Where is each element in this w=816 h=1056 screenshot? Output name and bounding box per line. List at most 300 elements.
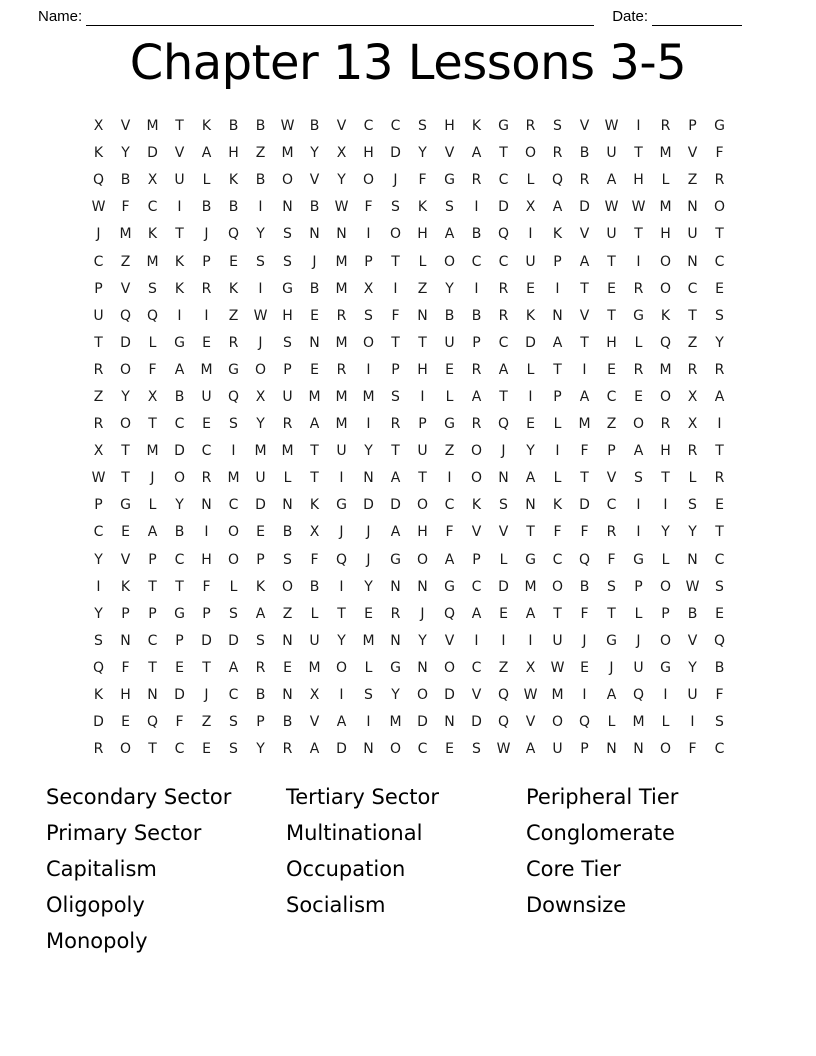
grid-cell[interactable]: T <box>391 253 400 270</box>
grid-cell[interactable]: M <box>281 145 294 162</box>
grid-cell[interactable]: I <box>339 687 344 704</box>
grid-cell[interactable]: Q <box>443 605 456 622</box>
grid-cell[interactable]: A <box>525 470 536 487</box>
grid-cell[interactable]: N <box>309 334 320 351</box>
grid-cell[interactable]: X <box>93 443 104 460</box>
grid-cell[interactable]: W <box>91 199 106 216</box>
grid-cell[interactable]: A <box>525 605 536 622</box>
grid-cell[interactable]: R <box>633 361 644 378</box>
grid-cell[interactable]: D <box>363 497 374 514</box>
grid-cell[interactable]: A <box>552 199 563 216</box>
grid-cell[interactable]: V <box>606 470 617 487</box>
grid-cell[interactable]: K <box>120 578 131 595</box>
grid-cell[interactable]: S <box>391 388 400 405</box>
grid-cell[interactable]: O <box>551 578 564 595</box>
grid-cell[interactable]: Q <box>578 714 591 731</box>
grid-cell[interactable]: M <box>335 253 348 270</box>
grid-cell[interactable]: Y <box>256 741 265 758</box>
grid-cell[interactable]: O <box>281 172 294 189</box>
word-list-item[interactable]: Downsize <box>526 893 627 917</box>
grid-cell[interactable]: W <box>91 470 106 487</box>
grid-cell[interactable]: N <box>687 253 698 270</box>
grid-cell[interactable]: L <box>364 659 373 676</box>
grid-cell[interactable]: S <box>283 253 292 270</box>
grid-cell[interactable]: J <box>258 334 263 351</box>
grid-cell[interactable]: C <box>93 524 104 541</box>
grid-cell[interactable]: T <box>715 226 724 243</box>
grid-cell[interactable]: E <box>445 361 454 378</box>
grid-cell[interactable]: J <box>339 524 344 541</box>
grid-cell[interactable]: Y <box>121 388 130 405</box>
grid-cell[interactable]: M <box>146 443 159 460</box>
grid-cell[interactable]: Z <box>687 334 698 351</box>
grid-cell[interactable]: C <box>147 199 158 216</box>
grid-cell[interactable]: L <box>607 714 616 731</box>
grid-cell[interactable]: R <box>606 524 617 541</box>
grid-cell[interactable]: Q <box>578 551 591 568</box>
grid-cell[interactable]: X <box>687 416 698 433</box>
grid-cell[interactable]: S <box>283 226 292 243</box>
grid-cell[interactable]: Y <box>418 632 427 649</box>
grid-cell[interactable]: O <box>659 388 672 405</box>
grid-cell[interactable]: D <box>147 145 158 162</box>
grid-cell[interactable]: Q <box>335 551 348 568</box>
grid-cell[interactable]: T <box>499 388 508 405</box>
grid-cell[interactable]: N <box>282 632 293 649</box>
grid-cell[interactable]: T <box>418 334 427 351</box>
grid-cell[interactable]: F <box>580 524 589 541</box>
grid-cell[interactable]: D <box>390 145 401 162</box>
grid-cell[interactable]: T <box>148 659 157 676</box>
grid-cell[interactable]: O <box>524 145 537 162</box>
grid-cell[interactable]: A <box>525 741 536 758</box>
grid-cell[interactable]: T <box>688 307 697 324</box>
grid-cell[interactable]: K <box>525 307 536 324</box>
grid-cell[interactable]: F <box>553 524 562 541</box>
grid-cell[interactable]: D <box>255 497 266 514</box>
grid-cell[interactable]: Y <box>94 551 103 568</box>
grid-cell[interactable]: K <box>660 307 671 324</box>
grid-cell[interactable]: H <box>660 443 671 460</box>
grid-cell[interactable]: N <box>390 578 401 595</box>
grid-cell[interactable]: L <box>661 551 670 568</box>
grid-cell[interactable]: L <box>526 361 535 378</box>
grid-cell[interactable]: C <box>390 118 401 135</box>
grid-cell[interactable]: P <box>688 118 697 135</box>
grid-cell[interactable]: O <box>659 253 672 270</box>
grid-cell[interactable]: D <box>498 578 509 595</box>
grid-cell[interactable]: H <box>228 145 239 162</box>
grid-cell[interactable]: D <box>579 497 590 514</box>
grid-cell[interactable]: T <box>715 443 724 460</box>
grid-cell[interactable]: K <box>228 280 239 297</box>
grid-cell[interactable]: U <box>687 226 698 243</box>
grid-cell[interactable]: Z <box>687 172 698 189</box>
grid-cell[interactable]: P <box>148 605 157 622</box>
grid-cell[interactable]: H <box>444 118 455 135</box>
grid-cell[interactable]: Q <box>146 714 159 731</box>
grid-cell[interactable]: I <box>258 199 263 216</box>
grid-cell[interactable]: N <box>309 226 320 243</box>
grid-cell[interactable]: E <box>580 659 589 676</box>
grid-cell[interactable]: P <box>634 578 643 595</box>
grid-cell[interactable]: V <box>174 145 185 162</box>
grid-cell[interactable]: M <box>146 118 159 135</box>
grid-cell[interactable]: P <box>202 253 211 270</box>
grid-cell[interactable]: O <box>659 632 672 649</box>
grid-cell[interactable]: Y <box>175 497 184 514</box>
grid-cell[interactable]: R <box>498 307 509 324</box>
grid-cell[interactable]: R <box>390 605 401 622</box>
grid-cell[interactable]: I <box>474 199 479 216</box>
grid-cell[interactable]: W <box>496 741 511 758</box>
grid-cell[interactable]: M <box>632 714 645 731</box>
grid-cell[interactable]: U <box>606 145 617 162</box>
grid-cell[interactable]: P <box>94 497 103 514</box>
grid-cell[interactable]: T <box>553 361 562 378</box>
grid-cell[interactable]: M <box>281 443 294 460</box>
grid-cell[interactable]: W <box>631 199 646 216</box>
grid-cell[interactable]: O <box>362 334 375 351</box>
grid-cell[interactable]: R <box>471 361 482 378</box>
grid-cell[interactable]: S <box>607 578 616 595</box>
grid-cell[interactable]: T <box>175 226 184 243</box>
grid-cell[interactable]: E <box>121 714 130 731</box>
grid-cell[interactable]: R <box>93 741 104 758</box>
grid-cell[interactable]: A <box>606 687 617 704</box>
grid-cell[interactable]: S <box>715 714 724 731</box>
grid-cell[interactable]: S <box>283 551 292 568</box>
grid-cell[interactable]: H <box>120 687 131 704</box>
grid-cell[interactable]: E <box>526 416 535 433</box>
grid-cell[interactable]: A <box>390 524 401 541</box>
grid-cell[interactable]: U <box>255 470 266 487</box>
grid-cell[interactable]: N <box>336 226 347 243</box>
grid-cell[interactable]: Y <box>310 145 319 162</box>
grid-cell[interactable]: G <box>444 416 455 433</box>
grid-cell[interactable]: B <box>255 687 266 704</box>
grid-cell[interactable]: Z <box>201 714 212 731</box>
grid-cell[interactable]: C <box>147 632 158 649</box>
grid-cell[interactable]: C <box>714 741 725 758</box>
grid-cell[interactable]: I <box>96 578 101 595</box>
grid-cell[interactable]: R <box>498 280 509 297</box>
grid-cell[interactable]: L <box>553 416 562 433</box>
grid-cell[interactable]: I <box>339 578 344 595</box>
grid-cell[interactable]: J <box>366 551 371 568</box>
grid-cell[interactable]: G <box>120 497 131 514</box>
grid-cell[interactable]: Y <box>121 145 130 162</box>
grid-cell[interactable]: U <box>282 388 293 405</box>
grid-cell[interactable]: L <box>634 334 643 351</box>
grid-cell[interactable]: N <box>282 497 293 514</box>
grid-cell[interactable]: A <box>552 334 563 351</box>
grid-cell[interactable]: I <box>366 226 371 243</box>
grid-cell[interactable]: P <box>580 741 589 758</box>
grid-cell[interactable]: M <box>119 226 132 243</box>
grid-cell[interactable]: B <box>282 714 293 731</box>
grid-cell[interactable]: W <box>523 687 538 704</box>
grid-cell[interactable]: P <box>121 605 130 622</box>
grid-cell[interactable]: A <box>390 470 401 487</box>
grid-cell[interactable]: Q <box>551 172 564 189</box>
grid-cell[interactable]: X <box>525 199 536 216</box>
grid-cell[interactable]: O <box>362 172 375 189</box>
grid-cell[interactable]: V <box>687 632 698 649</box>
grid-cell[interactable]: B <box>309 280 320 297</box>
grid-cell[interactable]: N <box>606 741 617 758</box>
grid-cell[interactable]: D <box>390 497 401 514</box>
grid-cell[interactable]: U <box>336 443 347 460</box>
grid-cell[interactable]: E <box>256 524 265 541</box>
grid-cell[interactable]: O <box>335 659 348 676</box>
grid-cell[interactable]: A <box>471 388 482 405</box>
grid-cell[interactable]: T <box>634 145 643 162</box>
grid-cell[interactable]: P <box>472 334 481 351</box>
grid-cell[interactable]: I <box>393 280 398 297</box>
grid-cell[interactable]: L <box>661 714 670 731</box>
grid-cell[interactable]: I <box>555 443 560 460</box>
grid-cell[interactable]: N <box>525 497 536 514</box>
grid-cell[interactable]: Q <box>146 307 159 324</box>
grid-cell[interactable]: U <box>201 388 212 405</box>
grid-cell[interactable]: M <box>659 361 672 378</box>
grid-cell[interactable]: T <box>202 659 211 676</box>
word-list-item[interactable]: Monopoly <box>46 929 148 953</box>
grid-cell[interactable]: X <box>336 145 347 162</box>
grid-cell[interactable]: A <box>336 714 347 731</box>
grid-cell[interactable]: P <box>202 605 211 622</box>
grid-cell[interactable]: R <box>714 361 725 378</box>
grid-cell[interactable]: P <box>553 388 562 405</box>
grid-cell[interactable]: O <box>173 470 186 487</box>
word-list-item[interactable]: Primary Sector <box>46 821 202 845</box>
grid-cell[interactable]: U <box>417 443 428 460</box>
grid-cell[interactable]: P <box>94 280 103 297</box>
grid-cell[interactable]: T <box>310 443 319 460</box>
grid-cell[interactable]: R <box>687 443 698 460</box>
grid-cell[interactable]: T <box>580 280 589 297</box>
grid-cell[interactable]: G <box>390 659 401 676</box>
grid-cell[interactable]: O <box>659 741 672 758</box>
grid-cell[interactable]: D <box>498 199 509 216</box>
grid-cell[interactable]: J <box>393 172 398 189</box>
grid-cell[interactable]: S <box>715 578 724 595</box>
grid-cell[interactable]: O <box>389 226 402 243</box>
grid-cell[interactable]: V <box>336 118 347 135</box>
grid-cell[interactable]: T <box>607 307 616 324</box>
grid-cell[interactable]: B <box>201 199 212 216</box>
grid-cell[interactable]: S <box>472 741 481 758</box>
grid-cell[interactable]: V <box>525 714 536 731</box>
grid-cell[interactable]: N <box>498 470 509 487</box>
grid-cell[interactable]: A <box>606 172 617 189</box>
grid-cell[interactable]: N <box>687 551 698 568</box>
grid-cell[interactable]: T <box>634 226 643 243</box>
grid-cell[interactable]: E <box>526 280 535 297</box>
grid-cell[interactable]: I <box>420 388 425 405</box>
word-list-item[interactable]: Oligopoly <box>46 893 145 917</box>
grid-cell[interactable]: S <box>148 280 157 297</box>
grid-cell[interactable]: O <box>119 741 132 758</box>
grid-cell[interactable]: R <box>228 334 239 351</box>
grid-cell[interactable]: O <box>416 551 429 568</box>
grid-cell[interactable]: J <box>420 605 425 622</box>
grid-cell[interactable]: Z <box>282 605 293 622</box>
grid-cell[interactable]: G <box>633 307 644 324</box>
grid-cell[interactable]: R <box>336 361 347 378</box>
grid-cell[interactable]: S <box>553 118 562 135</box>
grid-cell[interactable]: U <box>309 632 320 649</box>
grid-cell[interactable]: M <box>335 280 348 297</box>
grid-cell[interactable]: D <box>336 741 347 758</box>
grid-cell[interactable]: Z <box>120 253 131 270</box>
grid-cell[interactable]: G <box>606 632 617 649</box>
grid-cell[interactable]: Y <box>688 524 697 541</box>
grid-cell[interactable]: G <box>525 551 536 568</box>
grid-cell[interactable]: J <box>96 226 101 243</box>
grid-cell[interactable]: S <box>364 687 373 704</box>
grid-cell[interactable]: P <box>418 416 427 433</box>
grid-cell[interactable]: F <box>607 551 616 568</box>
grid-cell[interactable]: B <box>255 118 266 135</box>
grid-cell[interactable]: N <box>390 632 401 649</box>
grid-cell[interactable]: R <box>201 470 212 487</box>
grid-cell[interactable]: W <box>550 659 565 676</box>
grid-cell[interactable]: C <box>174 741 185 758</box>
grid-cell[interactable]: I <box>636 118 641 135</box>
grid-cell[interactable]: T <box>580 470 589 487</box>
word-list-item[interactable]: Core Tier <box>526 857 621 881</box>
grid-cell[interactable]: T <box>499 145 508 162</box>
grid-cell[interactable]: P <box>256 714 265 731</box>
grid-cell[interactable]: B <box>444 307 455 324</box>
grid-cell[interactable]: A <box>228 659 239 676</box>
grid-cell[interactable]: J <box>501 443 506 460</box>
grid-cell[interactable]: T <box>148 741 157 758</box>
grid-cell[interactable]: O <box>119 361 132 378</box>
grid-cell[interactable]: J <box>312 253 317 270</box>
grid-cell[interactable]: S <box>715 307 724 324</box>
grid-cell[interactable]: F <box>121 199 130 216</box>
grid-cell[interactable]: O <box>713 199 726 216</box>
grid-cell[interactable]: I <box>474 632 479 649</box>
grid-cell[interactable]: A <box>579 253 590 270</box>
grid-cell[interactable]: L <box>310 605 319 622</box>
word-list-item[interactable]: Conglomerate <box>526 821 675 845</box>
grid-cell[interactable]: E <box>121 524 130 541</box>
grid-cell[interactable]: S <box>499 497 508 514</box>
grid-cell[interactable]: A <box>309 416 320 433</box>
grid-cell[interactable]: V <box>471 687 482 704</box>
grid-cell[interactable]: K <box>93 145 104 162</box>
grid-cell[interactable]: L <box>229 578 238 595</box>
grid-cell[interactable]: V <box>498 524 509 541</box>
name-input-line[interactable] <box>86 11 594 26</box>
grid-cell[interactable]: J <box>609 659 614 676</box>
grid-cell[interactable]: K <box>255 578 266 595</box>
grid-cell[interactable]: H <box>606 334 617 351</box>
grid-cell[interactable]: E <box>175 659 184 676</box>
grid-cell[interactable]: T <box>310 470 319 487</box>
word-list-item[interactable]: Socialism <box>286 893 386 917</box>
word-search-grid[interactable] <box>85 113 733 763</box>
grid-cell[interactable]: D <box>228 632 239 649</box>
grid-cell[interactable]: E <box>364 605 373 622</box>
grid-cell[interactable]: I <box>366 416 371 433</box>
grid-cell[interactable]: E <box>229 253 238 270</box>
word-list-item[interactable]: Occupation <box>286 857 406 881</box>
grid-cell[interactable]: T <box>391 334 400 351</box>
grid-cell[interactable]: L <box>661 172 670 189</box>
grid-cell[interactable]: A <box>147 524 158 541</box>
grid-cell[interactable]: F <box>148 361 157 378</box>
grid-cell[interactable]: M <box>146 253 159 270</box>
grid-cell[interactable]: H <box>363 145 374 162</box>
grid-cell[interactable]: I <box>582 687 587 704</box>
grid-cell[interactable]: X <box>525 659 536 676</box>
grid-cell[interactable]: Y <box>661 524 670 541</box>
grid-cell[interactable]: E <box>715 497 724 514</box>
grid-cell[interactable]: K <box>471 118 482 135</box>
grid-cell[interactable]: I <box>690 714 695 731</box>
grid-cell[interactable]: D <box>417 714 428 731</box>
grid-cell[interactable]: S <box>229 714 238 731</box>
grid-cell[interactable]: X <box>93 118 104 135</box>
grid-cell[interactable]: I <box>582 361 587 378</box>
grid-cell[interactable]: O <box>551 714 564 731</box>
grid-cell[interactable]: F <box>580 443 589 460</box>
grid-cell[interactable]: P <box>148 551 157 568</box>
grid-cell[interactable]: N <box>417 307 428 324</box>
grid-cell[interactable]: S <box>364 307 373 324</box>
grid-cell[interactable]: S <box>229 416 238 433</box>
grid-cell[interactable]: Y <box>364 443 373 460</box>
grid-cell[interactable]: M <box>659 199 672 216</box>
word-list-item[interactable]: Capitalism <box>46 857 157 881</box>
grid-cell[interactable]: G <box>444 172 455 189</box>
grid-cell[interactable]: O <box>443 253 456 270</box>
grid-cell[interactable]: K <box>471 497 482 514</box>
grid-cell[interactable]: W <box>604 199 619 216</box>
grid-cell[interactable]: V <box>444 145 455 162</box>
grid-cell[interactable]: Q <box>92 659 105 676</box>
grid-cell[interactable]: P <box>553 253 562 270</box>
grid-cell[interactable]: M <box>335 388 348 405</box>
grid-cell[interactable]: R <box>201 280 212 297</box>
grid-cell[interactable]: I <box>501 632 506 649</box>
grid-cell[interactable]: V <box>444 632 455 649</box>
grid-cell[interactable]: Q <box>227 388 240 405</box>
grid-cell[interactable]: V <box>471 524 482 541</box>
grid-cell[interactable]: D <box>201 632 212 649</box>
grid-cell[interactable]: F <box>364 199 373 216</box>
grid-cell[interactable]: M <box>254 443 267 460</box>
grid-cell[interactable]: L <box>553 470 562 487</box>
grid-cell[interactable]: Z <box>444 443 455 460</box>
grid-cell[interactable]: L <box>148 497 157 514</box>
grid-cell[interactable]: B <box>579 145 590 162</box>
grid-cell[interactable]: K <box>552 226 563 243</box>
grid-cell[interactable]: I <box>177 307 182 324</box>
grid-cell[interactable]: I <box>366 361 371 378</box>
grid-cell[interactable]: B <box>282 524 293 541</box>
grid-cell[interactable]: I <box>447 470 452 487</box>
grid-cell[interactable]: T <box>607 253 616 270</box>
grid-cell[interactable]: G <box>633 551 644 568</box>
grid-cell[interactable]: L <box>526 172 535 189</box>
grid-cell[interactable]: I <box>636 524 641 541</box>
